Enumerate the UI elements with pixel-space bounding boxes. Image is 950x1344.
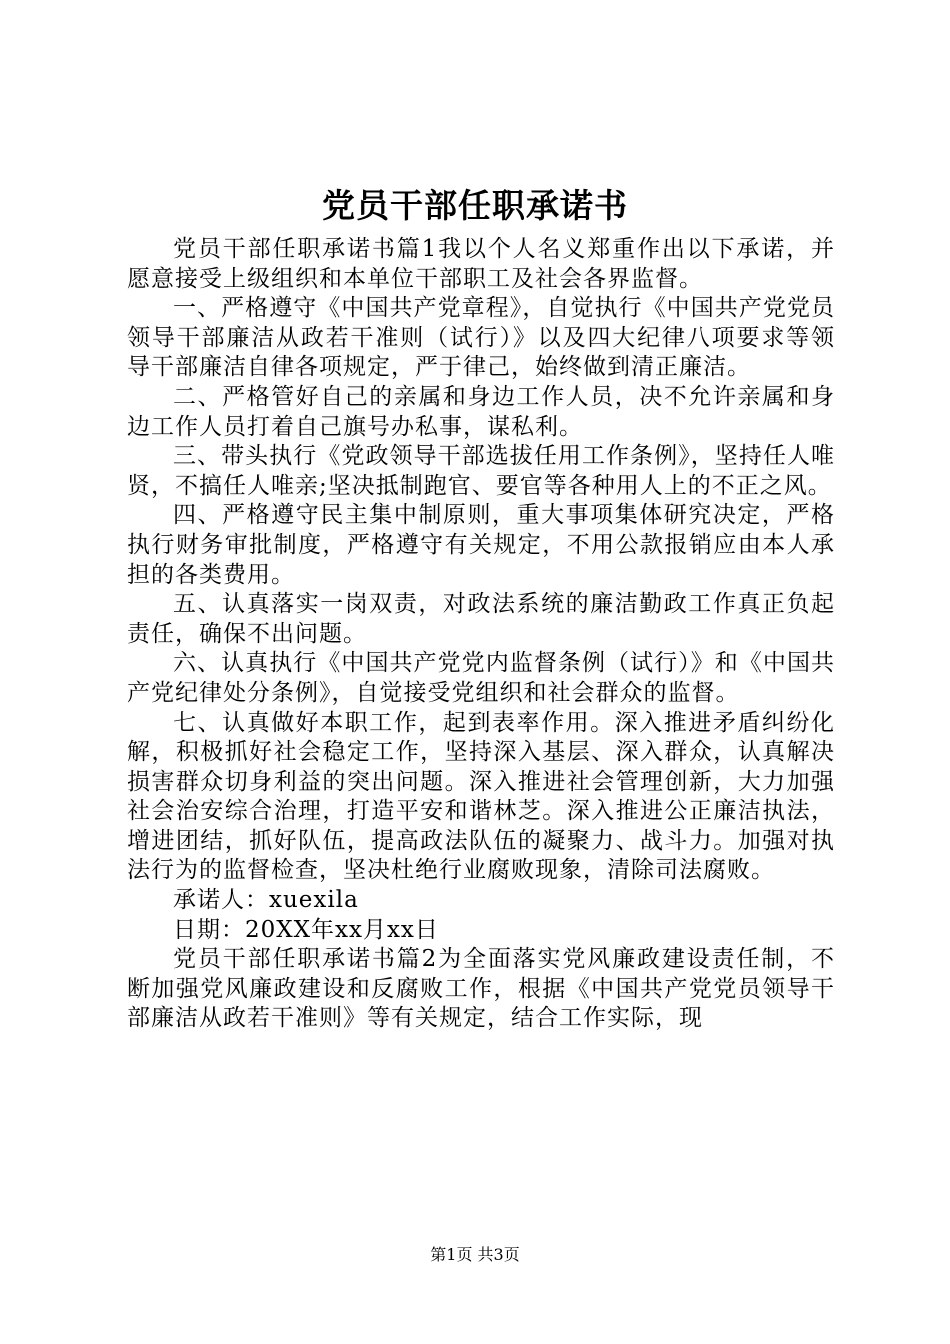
paragraph-item-6: 六、认真执行《中国共产党党内监督条例（试行）》和《中国共产党纪律处分条例》，自觉接受党组织和社会群众的监督。	[127, 650, 835, 706]
paragraph-item-2: 二、严格管好自己的亲属和身边工作人员，决不允许亲属和身边工作人员打着自己旗号办私事，谋私利。	[127, 383, 835, 440]
document-title: 党员干部任职承诺书	[322, 186, 628, 225]
paragraph-item-3: 三、带头执行《党政领导干部选拔任用工作条例》，坚持任人唯贤，不搞任人唯亲;坚决抵制跑官、要官等各种用人上的不正之风。	[127, 443, 835, 499]
document-body	[127, 235, 835, 1034]
paragraph-item-4: 四、严格遵守民主集中制原则，重大事项集体研究决定，严格执行财务审批制度，严格遵守有关规定，不用公款报销应由本人承担的各类费用。	[127, 502, 835, 588]
paragraph-part-2: 党员干部任职承诺书篇2为全面落实党风廉政建设责任制，不断加强党风廉政建设和反腐败工作，根据《中国共产党党员领导干部廉洁从政若干准则》等有关规定，结合工作实际，现	[127, 946, 835, 1032]
signer-line: 承诺人：xuexila	[173, 887, 359, 914]
paragraph-item-5: 五、认真落实一岗双责，对政法系统的廉洁勤政工作真正负起责任，确保不出问题。	[127, 591, 835, 647]
paragraph-intro: 党员干部任职承诺书篇1我以个人名义郑重作出以下承诺，并愿意接受上级组织和本单位干部职工及社会各界监督。	[127, 236, 835, 292]
date-line: 日期：20XX年xx月xx日	[173, 916, 439, 943]
paragraph-item-1: 一、严格遵守《中国共产党章程》，自觉执行《中国共产党党员领导干部廉洁从政若干准则（试行）》以及四大纪律八项要求等领导干部廉洁自律各项规定，严于律己，始终做到清正廉洁。	[127, 295, 835, 381]
page-number: 第1页 共3页	[430, 1245, 520, 1264]
paragraph-item-7: 七、认真做好本职工作，起到表率作用。深入推进矛盾纠纷化解，积极抓好社会稳定工作，坚持深入基层、深入群众，认真解决损害群众切身利益的突出问题。深入推进社会管理创新，大力加强社会治安综合治理，打造平安和谐林芝。深入推进公正廉洁执法，增进团结，抓好队伍，提高政法队伍的凝聚力、战斗力。加强对执法行为的监督检查，坚决杜绝行业腐败现象，清除司法腐败。	[127, 709, 835, 884]
